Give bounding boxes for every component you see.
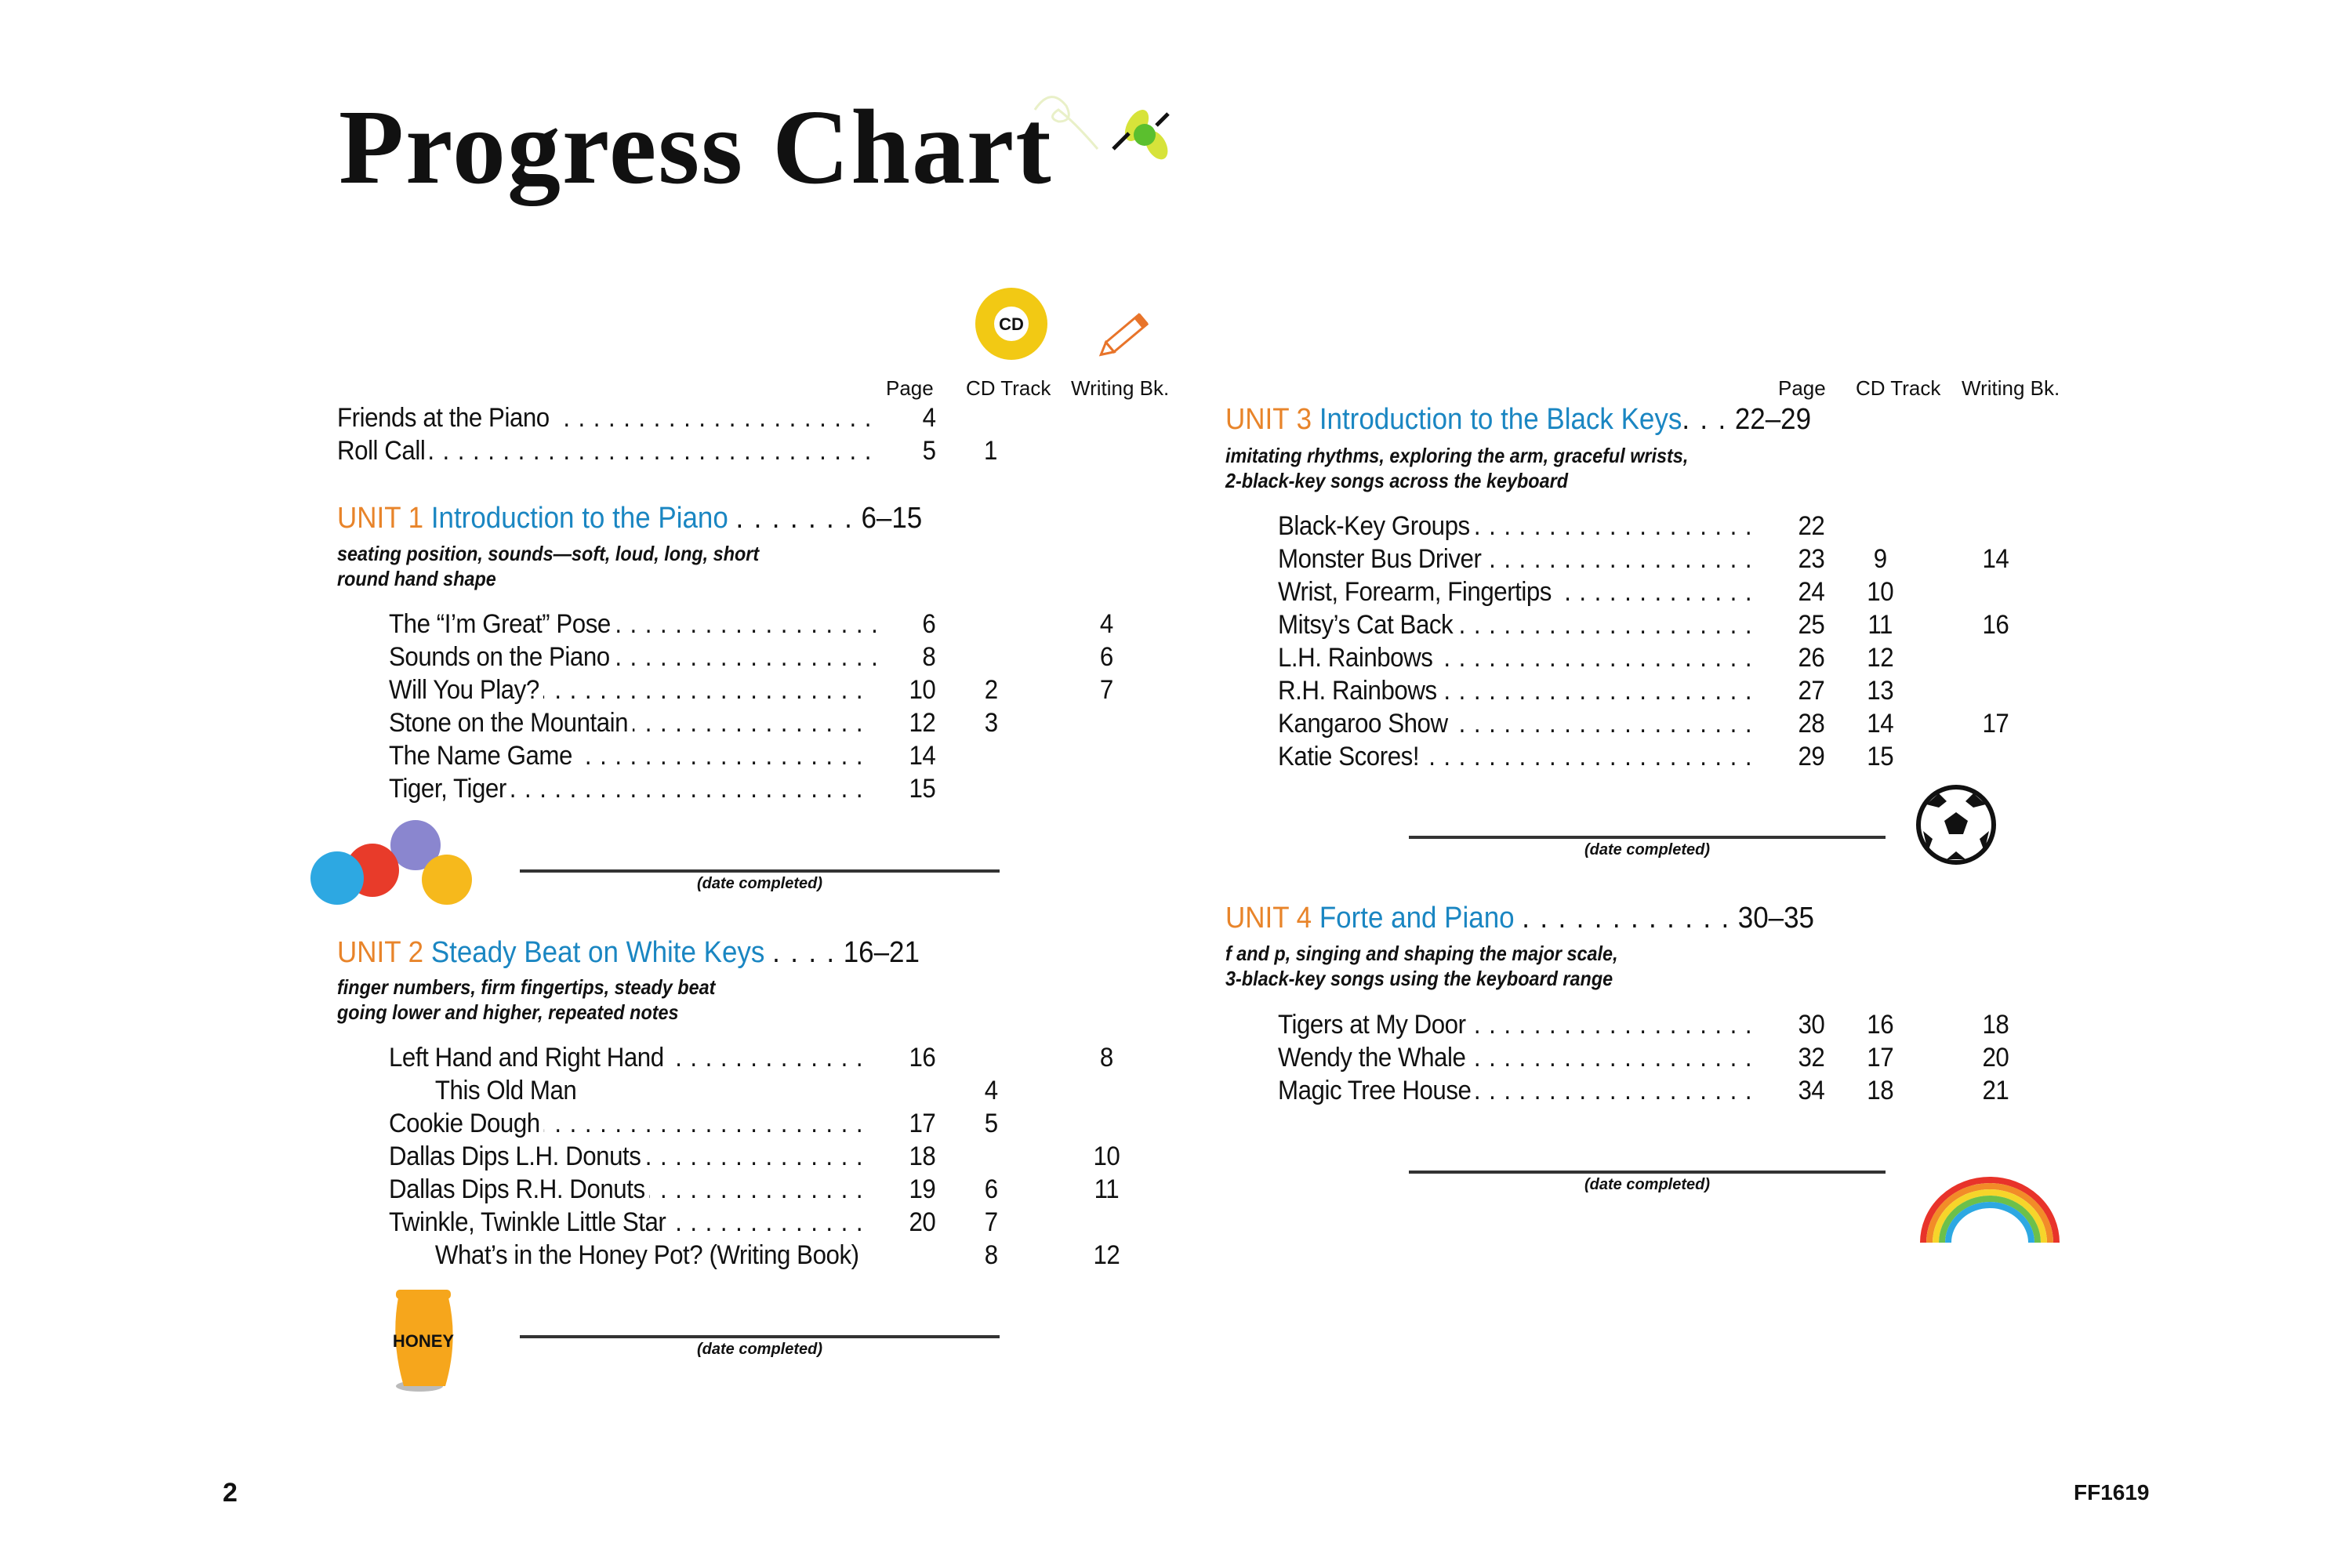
- list-item: Will You Play? . . . 10 2 7: [389, 673, 1038, 706]
- date-completed-label: (date completed): [1584, 1176, 1711, 1193]
- bee-icon: [1019, 78, 1200, 180]
- page-number: 2: [223, 1478, 238, 1508]
- list-item: Wendy the Whale . . . 32 17 20: [1278, 1041, 1999, 1074]
- soccer-ball-icon: [1915, 784, 1997, 866]
- unit-3-desc: 2-black-key songs across the keyboard: [1225, 469, 1568, 492]
- list-item: Kangaroo Show . . . 28 14 17: [1278, 707, 1999, 740]
- list-item: Wrist, Forearm, Fingertips . . . 24 10: [1278, 575, 1999, 608]
- list-item: Tigers at My Door . . . 30 16 18: [1278, 1008, 1999, 1041]
- list-item: Dallas Dips R.H. Donuts . . . 19 6 11: [389, 1173, 1038, 1206]
- balls-icon: [310, 815, 478, 909]
- pencil-icon: [1094, 302, 1164, 365]
- rainbow-icon: [1919, 1176, 2060, 1247]
- svg-text:CD: CD: [999, 314, 1024, 334]
- unit-1-desc: round hand shape: [337, 567, 496, 590]
- col-header-wb: Writing Bk.: [1962, 376, 2060, 400]
- list-item: Friends at the Piano . . . 4: [337, 401, 986, 434]
- col-header-cd: CD Track: [966, 376, 1051, 400]
- col-header-page: Page: [886, 376, 934, 400]
- unit-2-desc: finger numbers, firm fingertips, steady beat: [337, 975, 716, 999]
- unit-2-desc: going lower and higher, repeated notes: [337, 1000, 679, 1024]
- date-line[interactable]: [1409, 836, 1886, 839]
- unit-4-heading: UNIT 4 Forte and Piano . . . . . . . . . . . . 30–35: [1225, 902, 1814, 935]
- list-item: The “I’m Great” Pose . . . 6 4: [389, 608, 1038, 641]
- date-completed-label: (date completed): [696, 1341, 823, 1358]
- list-item: Katie Scores! . . . 29 15: [1278, 740, 1999, 773]
- list-item: Stone on the Mountain . . . 12 3: [389, 706, 1038, 739]
- honey-pot-icon: [376, 1286, 470, 1396]
- unit-3-heading: UNIT 3 Introduction to the Black Keys. . . 22–29: [1225, 403, 1812, 436]
- list-item: Mitsy’s Cat Back . . . 25 11 16: [1278, 608, 1999, 641]
- list-item: The Name Game . . . 14: [389, 739, 1038, 772]
- list-item: Cookie Dough . . . 17 5: [389, 1107, 1038, 1140]
- date-line[interactable]: [1409, 1171, 1886, 1174]
- list-item: Sounds on the Piano . . . 8 6: [389, 641, 1038, 673]
- unit-4-desc: f and p, singing and shaping the major scale,: [1225, 942, 1618, 965]
- list-item: Magic Tree House . . . 34 18 21: [1278, 1074, 1999, 1107]
- list-item: Monster Bus Driver . . . 23 9 14: [1278, 543, 1999, 575]
- cd-icon: [974, 286, 1049, 361]
- list-item: L.H. Rainbows . . . 26 12: [1278, 641, 1999, 674]
- page-title: Progress Chart: [339, 89, 1053, 206]
- list-item: Twinkle, Twinkle Little Star . . . 20 7: [389, 1206, 1038, 1239]
- unit-1-desc: seating position, sounds—soft, loud, long, short: [337, 542, 760, 565]
- book-code: FF1619: [2074, 1480, 2150, 1504]
- list-item: This Old Man 4: [434, 1076, 998, 1105]
- list-item: Left Hand and Right Hand . . . 16 8: [389, 1041, 1038, 1074]
- date-line[interactable]: [520, 1335, 1000, 1338]
- list-item: Black-Key Groups . . . 22: [1278, 510, 1999, 543]
- svg-text:HONEY: HONEY: [392, 1331, 455, 1351]
- unit-2-heading: UNIT 2 Steady Beat on White Keys . . . . 16–21: [337, 936, 920, 969]
- list-item: What’s in the Honey Pot? (Writing Book) 8 12: [434, 1240, 1120, 1270]
- col-header-page: Page: [1778, 376, 1826, 400]
- date-completed-label: (date completed): [1584, 841, 1711, 858]
- date-completed-label: (date completed): [696, 875, 823, 892]
- date-line[interactable]: [520, 869, 1000, 873]
- unit-1-heading: UNIT 1 Introduction to the Piano . . . . . . . 6–15: [337, 502, 923, 535]
- unit-4-desc: 3-black-key songs using the keyboard range: [1225, 967, 1613, 990]
- list-item: Tiger, Tiger . . . 15: [389, 772, 1038, 805]
- list-item: R.H. Rainbows . . . 27 13: [1278, 674, 1999, 707]
- col-header-cd: CD Track: [1856, 376, 1941, 400]
- unit-3-desc: imitating rhythms, exploring the arm, graceful wrists,: [1225, 444, 1689, 467]
- list-item: Roll Call . . . 5 1: [337, 434, 986, 467]
- list-item: Dallas Dips L.H. Donuts . . . 18 10: [389, 1140, 1038, 1173]
- col-header-wb: Writing Bk.: [1071, 376, 1170, 400]
